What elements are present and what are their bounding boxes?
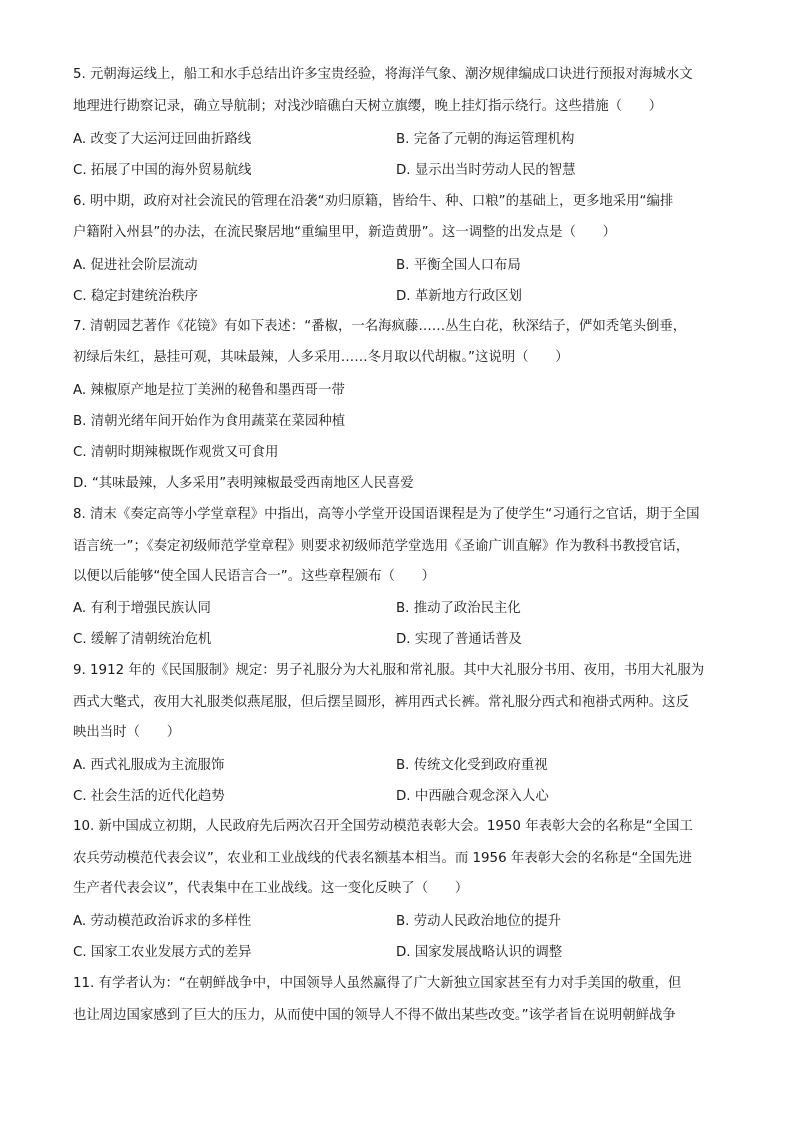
q10-option-b: B. 劳动人民政治地位的提升 [396,914,561,929]
q9-option-a: A. 西式礼服成为主流服饰 [73,758,225,773]
q7-stem-line-1: 7. 清朝园艺著作《花镜》有如下表述：“番椒，一名海疯藤……丛生白花，秋深结子，俨如秃笔头倒垂， [73,319,687,334]
q10-option-d: D. 国家发展战略认识的调整 [396,945,563,960]
q9-stem-line-2: 西式大氅式，夜用大礼服类似燕尾服，但后摆呈圆形，裤用西式长裤。常礼服分西式和袍褂式两种。这反 [73,695,689,710]
q8-stem-line-3: 以便以后能够“使全国人民语言合一”。这些章程颁布（ ） [73,569,436,584]
q5-stem-line-1: 5. 元朝海运线上，船工和水手总结出许多宝贵经验，将海洋气象、潮汐规律编成口诀进行预报对海城水文 [73,67,693,82]
q7-stem-line-2: 初绿后朱红，悬挂可观，其味最辣，人多采用……冬月取以代胡椒。”这说明（ ） [73,350,569,365]
q7-option-c: C. 清朝时期辣椒既作观赏又可食用 [73,445,279,460]
q10-stem-line-2: 农兵劳动模范代表会议”，农业和工业战线的代表名额基本相当。而 1956 年表彰大会的名称是“全国先进 [73,851,692,866]
q11-stem-line-2: 也让周边国家感到了巨大的压力，从而使中国的领导人不得不做出某些改变。”该学者旨在说明朝鲜战争 [73,1008,676,1023]
q10-option-a: A. 劳动模范政治诉求的多样性 [73,914,252,929]
q5-option-c: C. 拓展了中国的海外贸易航线 [73,163,252,178]
q8-option-a: A. 有利于增强民族认同 [73,601,211,616]
q5-option-b: B. 完备了元朝的海运管理机构 [396,132,575,147]
q7-option-d: D. “其味最辣，人多采用”表明辣椒最受西南地区人民喜爱 [73,476,414,491]
q8-option-d: D. 实现了普通话普及 [396,632,522,647]
q10-stem-line-3: 生产者代表会议”，代表集中在工业战线。这一变化反映了（ ） [73,881,469,896]
q8-stem-line-2: 语言统一”；《奏定初级师范学堂章程》则要求初级师范学堂选用《圣谕广训直解》作为教科书教授官话， [73,539,690,554]
q6-stem-line-1: 6. 明中期，政府对社会流民的管理在沿袭“劝归原籍，皆给牛、种、口粮”的基础上，更多地采用“编排 [73,194,674,209]
q9-option-c: C. 社会生活的近代化趋势 [73,789,225,804]
q8-option-b: B. 推动了政治民主化 [396,601,521,616]
q6-stem-line-2: 户籍附入州县”的办法，在流民聚居地“重编里甲，新造黄册”。这一调整的出发点是（ ） [73,225,617,240]
q7-option-a: A. 辣椒原产地是拉丁美洲的秘鲁和墨西哥一带 [73,383,345,398]
q7-option-b: B. 清朝光绪年间开始作为食用蔬菜在菜园种植 [73,414,346,429]
q11-stem-line-1: 11. 有学者认为：“在朝鲜战争中，中国领导人虽然赢得了广大新独立国家甚至有力对手美国的敬重，但 [73,976,682,991]
q9-stem-line-1: 9. 1912 年的《民国服制》规定：男子礼服分为大礼服和常礼服。其中大礼服分书用、夜用，书用大礼服为 [73,663,705,678]
q8-stem-line-1: 8. 清末《奏定高等小学堂章程》中指出，高等小学堂开设国语课程是为了使学生“习通行之官话，期于全国 [73,507,700,522]
q5-option-a: A. 改变了大运河迂回曲折路线 [73,132,252,147]
q8-option-c: C. 缓解了清朝统治危机 [73,632,212,647]
q6-option-a: A. 促进社会阶层流动 [73,258,198,273]
q10-stem-line-1: 10. 新中国成立初期，人民政府先后两次召开全国劳动模范表彰大会。1950 年表彰大会的名称是“全国工 [73,819,693,834]
q6-option-c: C. 稳定封建统治秩序 [73,289,198,304]
q6-option-d: D. 革新地方行政区划 [396,289,522,304]
q5-option-d: D. 显示出当时劳动人民的智慧 [396,163,576,178]
q6-option-b: B. 平衡全国人口布局 [396,258,521,273]
q9-option-b: B. 传统文化受到政府重视 [396,758,548,773]
q9-stem-line-3: 映出当时（ ） [73,725,181,740]
q5-stem-line-2: 地理进行勘察记录，确立导航制；对浅沙暗礁白天树立旗缨，晚上挂灯指示绕行。这些措施（ ） [73,99,663,114]
q10-option-c: C. 国家工农业发展方式的差异 [73,945,252,960]
q9-option-d: D. 中西融合观念深入人心 [396,789,549,804]
